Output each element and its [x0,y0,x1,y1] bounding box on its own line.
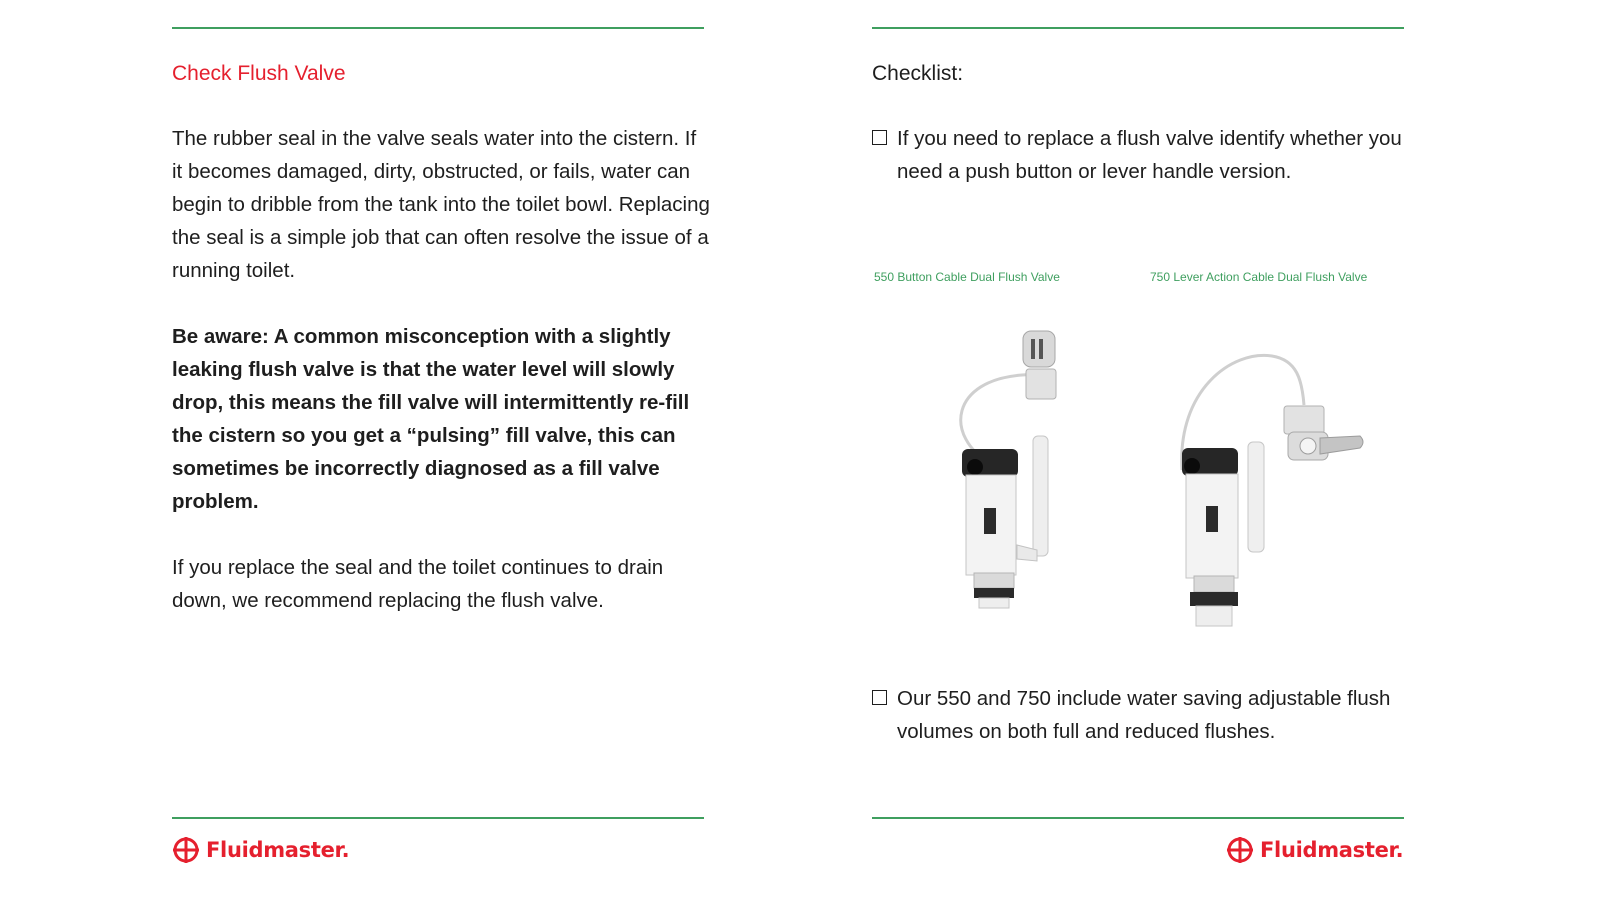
checklist-item[interactable] [872,682,1404,748]
checkbox-icon[interactable] [872,130,887,145]
checklist-item[interactable] [872,122,1404,188]
checklist-item-text: Our 550 and 750 include water saving adjustable flush volumes on both full and reduced flushes. [897,687,1391,743]
fluidmaster-logo-icon [1226,836,1254,864]
product-caption: 550 Button Cable Dual Flush Valve [874,270,1060,284]
warning-paragraph: Be aware: A common misconception with a slightly leaking flush valve is that the water level will slowly drop, this means the fill valve will intermittently re-fill the cistern so you get a “pulsing” fill valve, this can sometimes be incorrectly diagnosed as a fill valve problem. [172,325,690,513]
bottom-divider [172,817,704,819]
button-flush-valve-image [942,325,1072,620]
brand-logo [172,836,349,864]
advice-paragraph: If you replace the seal and the toilet continues to drain down, we recommend replacing the flush valve. [172,556,664,612]
checklist-heading: Checklist: [872,62,964,85]
fluidmaster-logo-icon [172,836,200,864]
section-heading: Check Flush Valve [172,62,346,85]
bottom-divider [872,817,1404,819]
top-divider [172,27,704,29]
left-page [172,0,710,900]
top-divider [872,27,1404,29]
brand-logo-text: Fluidmaster. [206,838,350,862]
brand-logo [1226,836,1403,864]
intro-paragraph: The rubber seal in the valve seals water into the cistern. If it becomes damaged, dirty, obstructed, or fails, water can begin to dribble from the tank into the toilet bowl. Replacing the seal is a simple job that can often resolve the issue of a running toilet. [172,127,710,282]
product-caption: 750 Lever Action Cable Dual Flush Valve [1150,270,1368,284]
checkbox-icon[interactable] [872,690,887,705]
checklist-item-text: If you need to replace a flush valve identify whether you need a push button or lever handle version. [897,127,1402,183]
right-page [872,0,1404,900]
lever-flush-valve-image [1172,350,1372,640]
brand-logo-text: Fluidmaster. [1260,838,1404,862]
